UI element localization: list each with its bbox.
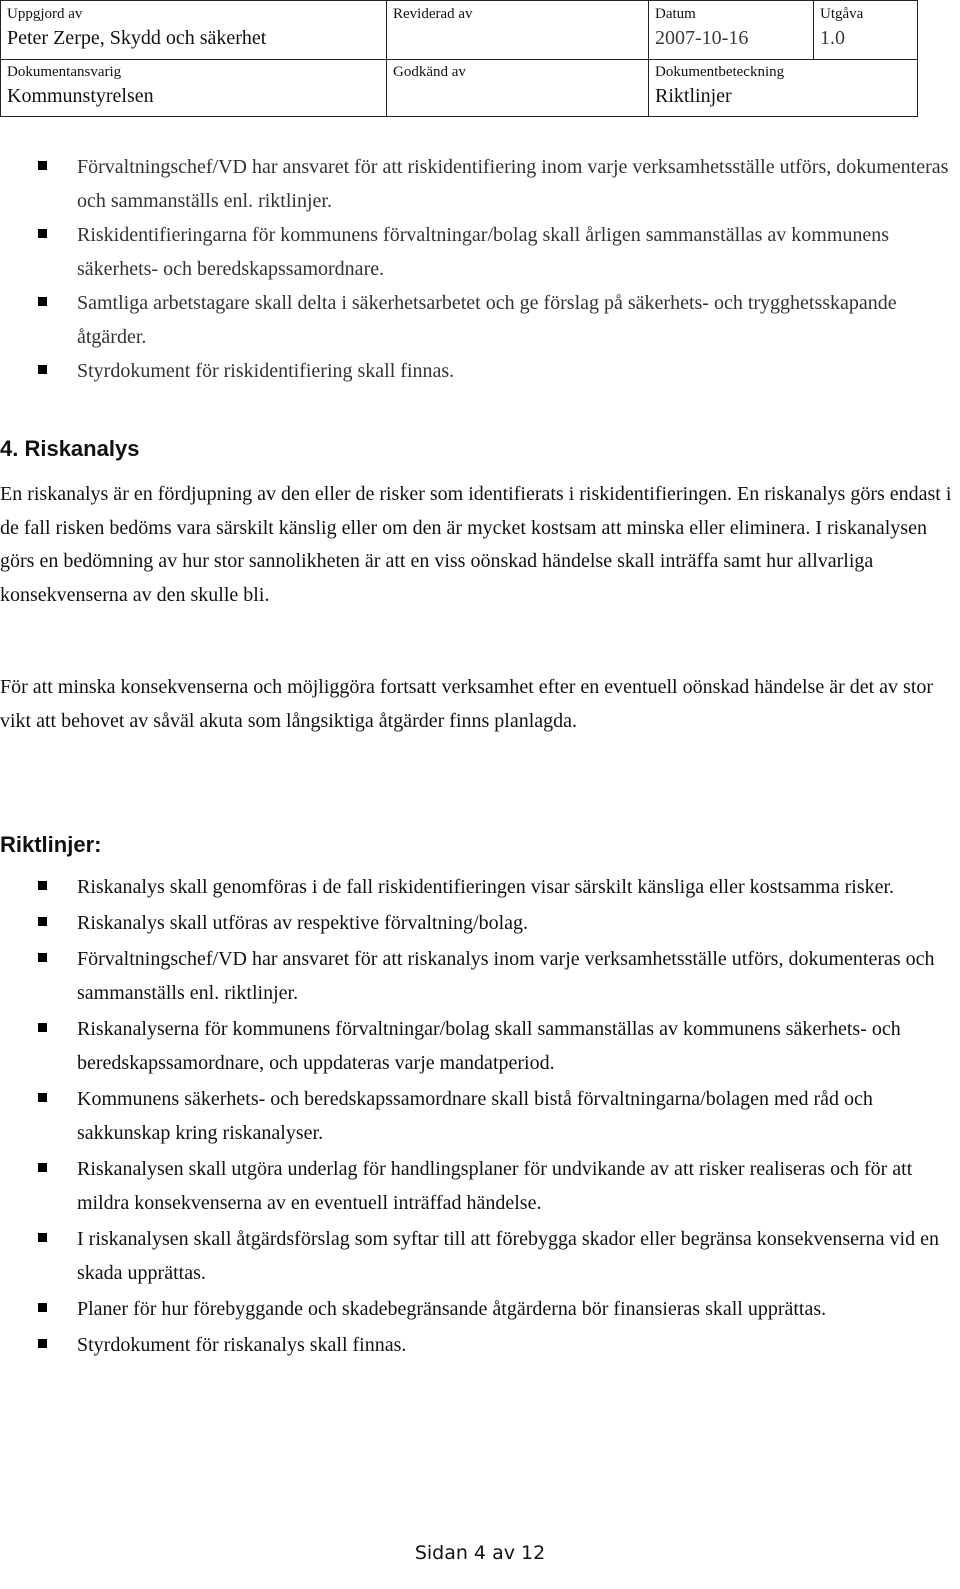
square-bullet-icon: [38, 953, 47, 962]
list-item-text: Förvaltningschef/VD har ansvaret för att riskanalys inom varje verksamhetsställe utförs, dokumenteras och sammanställs enl. riktlinjer.: [77, 948, 935, 1004]
datum-value: 2007-10-16: [655, 27, 749, 49]
list-item: [0, 1328, 960, 1362]
list-item-text: Styrdokument för riskanalys skall finnas.: [77, 1334, 407, 1356]
list-item-text: Riskanalys skall genomföras i de fall riskidentifieringen visar särskilt känsliga eller kostsamma risker.: [77, 876, 895, 898]
uppgjord-value: Peter Zerpe, Skydd och säkerhet: [7, 27, 267, 49]
header-row-1: [1, 1, 917, 60]
list-item: [0, 150, 960, 218]
section-paragraph-2: För att minska konsekvenserna och möjliggöra fortsatt verksamhet efter en eventuell oönskad händelse är det av stor vikt att behovet av såväl akuta som långsiktiga åtgärder finns planlagda.: [0, 676, 934, 732]
square-bullet-icon: [38, 297, 47, 306]
list-item-text: Riskanalyserna för kommunens förvaltningar/bolag skall sammanställas av kommunens säkerhets- och beredskapssamordnare, och uppdateras varje mandatperiod.: [77, 1018, 901, 1074]
header-cell-reviderad: [386, 1, 648, 59]
list-item: [0, 1082, 960, 1150]
square-bullet-icon: [38, 1339, 47, 1348]
riktlinjer-heading: Riktlinjer:: [0, 832, 102, 857]
section-paragraph-1: En riskanalys är en fördjupning av den eller de risker som identifierats i riskidentifieringen. En riskanalys görs endast i de fall risken bedöms vara särskilt känslig eller om den är mycket kostsam att minska eller eliminera. I riskanalysen görs en bedömning av hur stor sannolikheten är att en viss oönskad händelse skall inträffa samt hur allvarliga konsekvenserna av den skulle bli.: [0, 483, 952, 606]
list-item-text: Riskanalys skall utföras av respektive förvaltning/bolag.: [77, 912, 529, 934]
square-bullet-icon: [38, 1093, 47, 1102]
list-item: [0, 1012, 960, 1080]
utgava-value: 1.0: [820, 27, 845, 49]
list-item-text: Kommunens säkerhets- och beredskapssamordnare skall bistå förvaltningarna/bolagen med råd och sakkunskap kring riskanalyser.: [77, 1088, 873, 1144]
ansvarig-value: Kommunstyrelsen: [7, 85, 154, 107]
datum-label: Datum: [655, 6, 696, 22]
header-cell-uppgjord: [1, 1, 386, 59]
square-bullet-icon: [38, 917, 47, 926]
list-item: [0, 1292, 960, 1326]
list-item-text: Styrdokument för riskidentifiering skall finnas.: [77, 360, 455, 382]
square-bullet-icon: [38, 1023, 47, 1032]
square-bullet-icon: [38, 161, 47, 170]
reviderad-label: Reviderad av: [393, 6, 473, 22]
square-bullet-icon: [38, 365, 47, 374]
riktlinjer-bullet-list: [0, 870, 960, 1364]
section-heading: 4. Riskanalys: [0, 436, 140, 461]
list-item: [0, 942, 960, 1010]
list-item-text: Förvaltningschef/VD har ansvaret för att riskidentifiering inom varje verksamhetsställe utförs, dokumenteras och sammanställs enl. riktlinjer.: [77, 156, 949, 212]
list-item-text: Samtliga arbetstagare skall delta i säkerhetsarbetet och ge förslag på säkerhets- och trygghetsskapande åtgärder.: [77, 292, 897, 348]
square-bullet-icon: [38, 229, 47, 238]
square-bullet-icon: [38, 1303, 47, 1312]
header-cell-godkand: [386, 59, 648, 117]
square-bullet-icon: [38, 1233, 47, 1242]
riskidentifiering-bullet-list: [0, 150, 960, 388]
document-header-table: [0, 0, 918, 117]
list-item: [0, 870, 960, 904]
page-number-footer: Sidan 4 av 12: [414, 1542, 546, 1564]
utgava-label: Utgåva: [820, 6, 864, 22]
square-bullet-icon: [38, 881, 47, 890]
list-item-text: Riskidentifieringarna för kommunens förvaltningar/bolag skall årligen sammanställas av kommunens säkerhets- och beredskapssamordnare.: [77, 224, 890, 280]
list-item-text: I riskanalysen skall åtgärdsförslag som syftar till att förebygga skador eller begränsa konsekvenserna vid en skada upprättas.: [77, 1228, 939, 1284]
header-row-2: [1, 59, 917, 117]
header-cell-utgava: [813, 1, 919, 59]
header-cell-ansvarig: [1, 59, 386, 117]
uppgjord-label: Uppgjord av: [7, 6, 83, 22]
list-item: [0, 354, 960, 388]
ansvarig-label: Dokumentansvarig: [7, 64, 122, 80]
list-item: [0, 1152, 960, 1220]
list-item: [0, 218, 960, 286]
list-item: [0, 1222, 960, 1290]
header-cell-datum: [648, 1, 813, 59]
beteckning-label: Dokumentbeteckning: [655, 64, 785, 80]
header-cell-beteckning: [648, 59, 919, 117]
list-item: [0, 286, 960, 354]
list-item: [0, 906, 960, 940]
list-item-text: Planer för hur förebyggande och skadebegränsande åtgärderna bör finansieras skall upprättas.: [77, 1298, 827, 1320]
square-bullet-icon: [38, 1163, 47, 1172]
list-item-text: Riskanalysen skall utgöra underlag för handlingsplaner för undvikande av att risker realiseras och för att mildra konsekvenserna av en eventuell inträffad händelse.: [77, 1158, 913, 1214]
beteckning-value: Riktlinjer: [655, 85, 732, 107]
godkand-label: Godkänd av: [393, 64, 466, 80]
